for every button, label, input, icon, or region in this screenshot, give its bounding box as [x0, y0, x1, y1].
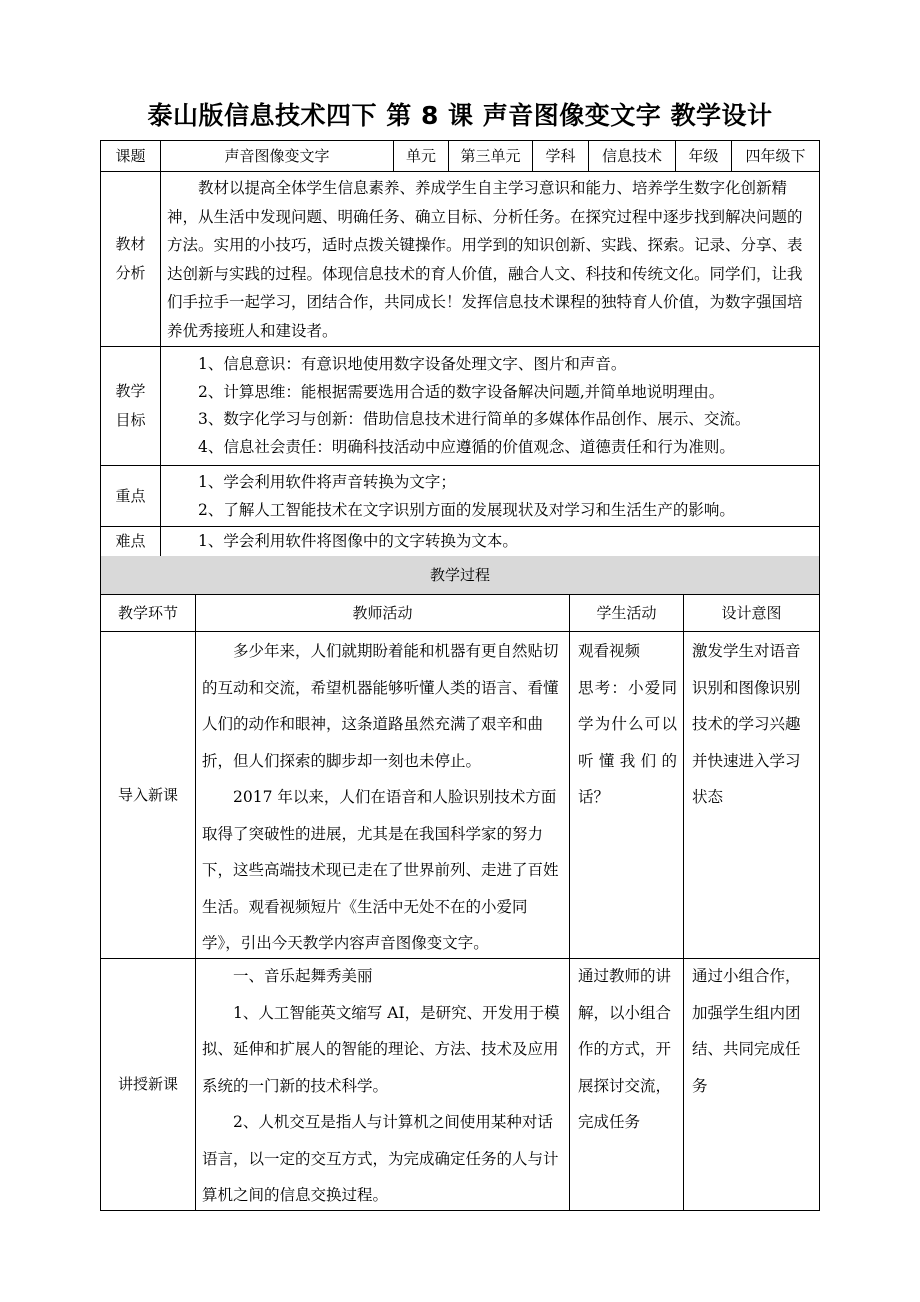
key-point-item: 2、了解人工智能技术在文字识别方面的发展现状及对学习和生活生产的影响。	[198, 500, 735, 519]
column-header-stage: 教学环节	[100, 594, 195, 632]
student-activity-cell	[569, 631, 683, 959]
teacher-activity-para: 2、人机交互是指人与计算机之间使用某种对话语言，以一定的交互方式，为完成确定任务的人与计算机之间的信息交换过程。	[202, 1113, 559, 1204]
unit-label: 单元	[393, 140, 448, 172]
subject-value: 信息技术	[588, 140, 675, 172]
process-header: 教学过程	[100, 556, 820, 595]
material-label-line2: 分析	[115, 263, 146, 282]
material-analysis-cell	[160, 171, 820, 347]
topic-value: 声音图像变文字	[160, 140, 393, 172]
goals-label-line1: 教学	[115, 381, 146, 400]
goal-item: 3、数字化学习与创新：借助信息技术进行简单的多媒体作品创作、展示、交流。	[198, 410, 751, 429]
subject-label: 学科	[532, 140, 588, 172]
design-intent-cell	[683, 958, 820, 1211]
teacher-activity-para: 1、人工智能英文缩写 AI，是研究、开发用于模拟、延伸和扩展人的智能的理论、方法、技术及应用系统的一门新的技术科学。	[202, 1003, 560, 1095]
design-intent-text: 激发学生对语音识别和图像识别技术的学习兴趣并快速进入学习状态	[692, 642, 801, 806]
unit-value: 第三单元	[448, 140, 532, 172]
goals-label-line2: 目标	[115, 410, 146, 429]
student-activity-line: 思考：小爱同学为什么可以听懂我们的话？	[578, 678, 677, 806]
key-points-label: 重点	[100, 465, 160, 527]
difficulty-text: 1、学会利用软件将图像中的文字转换为文本。	[198, 532, 518, 550]
grade-label: 年级	[675, 140, 731, 172]
material-label	[100, 171, 160, 347]
teacher-activity-para: 一、音乐起舞秀美丽	[233, 967, 373, 985]
key-point-item: 1、学会利用软件将声音转换为文字；	[198, 473, 456, 491]
goals-cell	[160, 346, 820, 466]
design-intent-text: 通过小组合作，加强学生组内团结、共同完成任务	[692, 967, 801, 1095]
difficulty-label: 难点	[100, 526, 160, 557]
stage-cell: 讲授新课	[100, 958, 195, 1211]
material-analysis-text: 教材以提高全体学生信息素养、养成学生自主学习意识和能力、培养学生数字化创新精神，从生活中发现问题、明确任务、确立目标、分析任务。在探究过程中逐步找到解决问题的方法。实用的小技巧，适时点拨关键操作。用学到的知识创新、实践、探索。记录、分享、表达创新与实践的过程。体现信息技术的育人价值，融合人文、科技和传统文化。同学们，让我们手拉手一起学习，团结合作，共同成长！发挥信息技术课程的独特育人价值，为数字强国培养优秀接班人和建设者。	[167, 179, 803, 340]
goal-item: 1、信息意识：有意识地使用数字设备处理文字、图片和声音。	[198, 355, 627, 373]
goals-label	[100, 346, 160, 466]
teacher-activity-cell	[195, 631, 569, 959]
column-header-teacher: 教师活动	[195, 594, 569, 632]
design-intent-cell	[683, 631, 820, 959]
document-title: 泰山版信息技术四下 第 8 课 声音图像变文字 教学设计	[147, 101, 773, 130]
topic-label: 课题	[100, 140, 160, 172]
student-activity-cell	[569, 958, 683, 1211]
teacher-activity-cell	[195, 958, 569, 1211]
column-header-intent: 设计意图	[683, 594, 820, 632]
goal-item: 2、计算思维：能根据需要选用合适的数字设备解决问题,并简单地说明理由。	[198, 382, 725, 401]
key-points-cell	[160, 465, 820, 527]
grade-value: 四年级下	[731, 140, 820, 172]
goal-item: 4、信息社会责任：明确科技活动中应遵循的价值观念、道德责任和行为准则。	[198, 437, 735, 456]
student-activity-line: 观看视频	[578, 642, 641, 660]
student-activity-text: 通过教师的讲解，以小组合作的方式，开展探讨交流，完成任务	[578, 967, 672, 1131]
stage-cell: 导入新课	[100, 631, 195, 959]
column-header-student: 学生活动	[569, 594, 683, 632]
difficulty-cell	[160, 526, 820, 557]
teacher-activity-para: 多少年来，人们就期盼着能和机器有更自然贴切的互动和交流，希望机器能够听懂人类的语言、看懂人们的动作和眼神，这条道路虽然充满了艰辛和曲折，但人们探索的脚步却一刻也未停止。	[202, 642, 559, 770]
material-label-line1: 教材	[115, 234, 146, 253]
teacher-activity-para: 2017 年以来，人们在语音和人脸识别技术方面取得了突破性的进展，尤其是在我国科学家的努力下，这些高端技术现已走在了世界前列、走进了百姓生活。观看视频短片《生活中无处不在的小爱同学》，引出今天教学内容声音图像变文字。	[202, 788, 559, 952]
